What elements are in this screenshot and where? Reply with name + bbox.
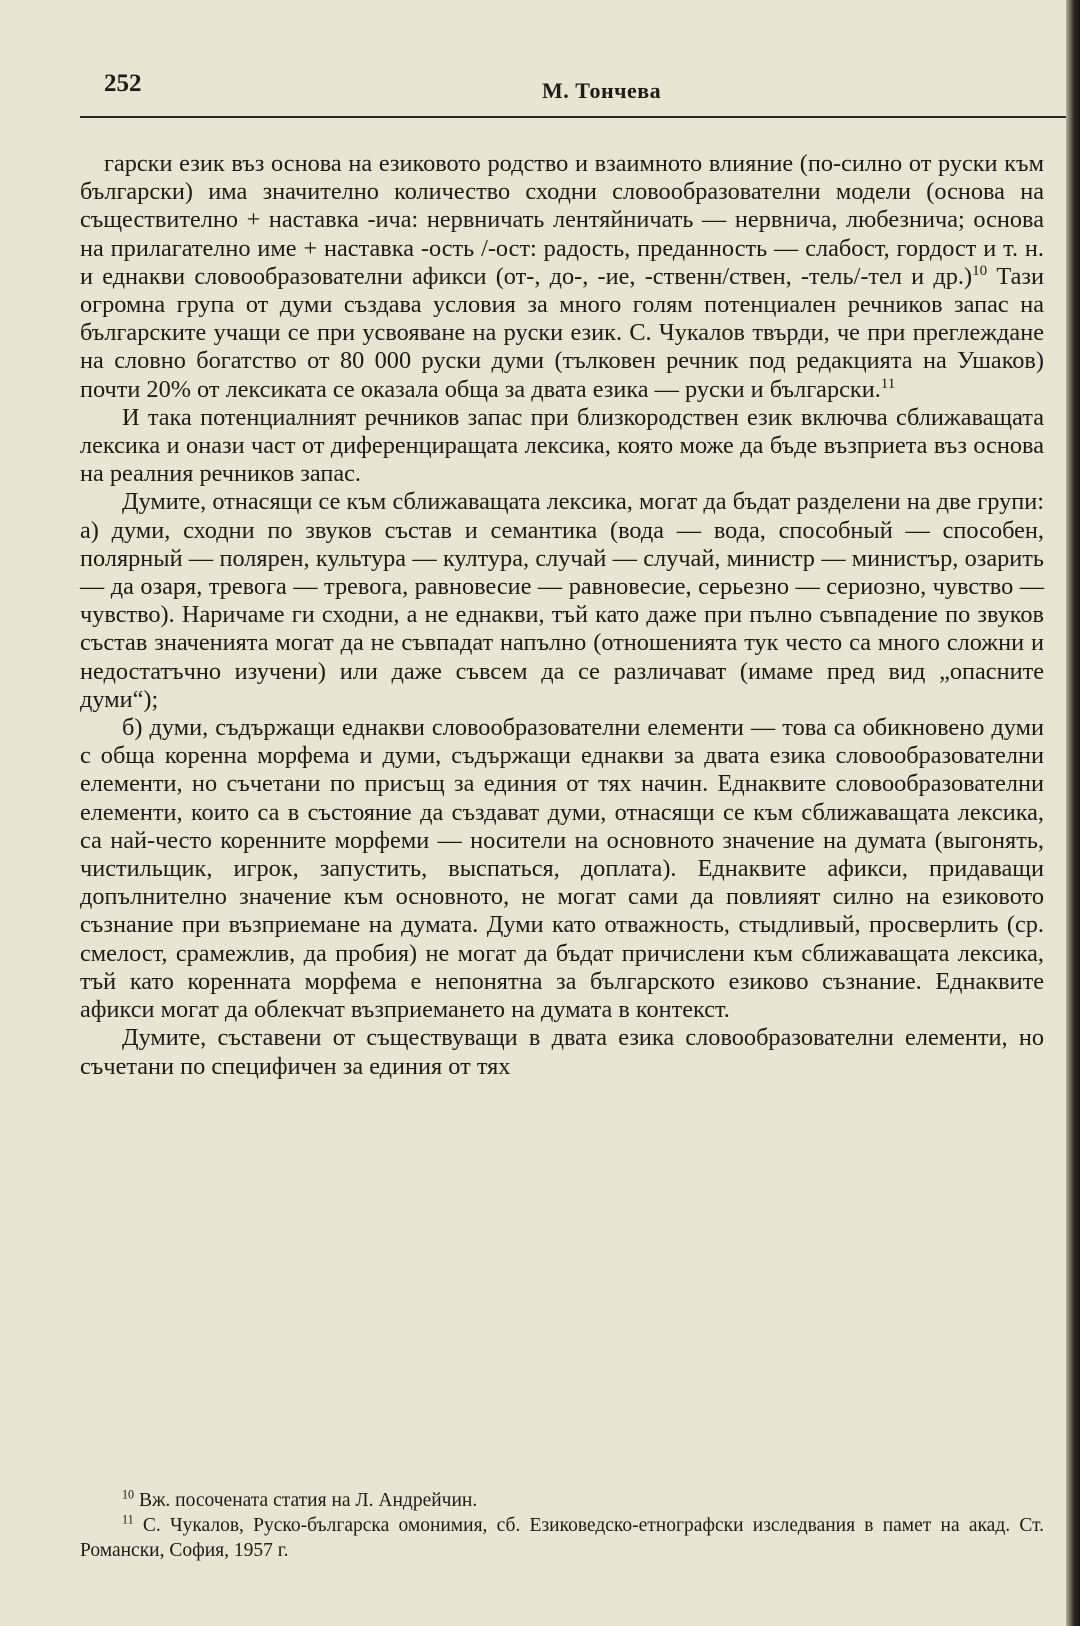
footnote-11-text: С. Чукалов, Руско-българска омонимия, сб. Езиковедско-етнографски изследвания в памет на акад. Ст. Романски, София, 1957 г.	[80, 1515, 1044, 1561]
footnotes	[80, 1488, 1044, 1563]
page-number: 252	[104, 70, 142, 97]
running-head: М. Тончева	[542, 78, 662, 103]
paragraph-1-b: Тази огромна група от думи създава условия за много голям потенциален речников запас на българските учащи се при усвояване на руски език. С. Чукалов твърди, че при преглеждане на словно богатство от 80 000 руски думи (тълковен речник под редакцията на Ушаков) почти 20% от лексиката се оказала обща за двата езика — руски и български.	[80, 262, 1044, 403]
paragraph-5: Думите, съставени от съществуващи в двата езика словообразователни елементи, но съчетани по специфичен за единия от тях	[80, 1024, 1044, 1080]
book-spine-edge	[1066, 0, 1080, 1626]
footnote-10-text: Вж. посочената статия на Л. Андрейчин.	[134, 1490, 478, 1511]
body-text	[80, 150, 1044, 1081]
page-header	[104, 70, 1066, 110]
footnote-ref-10: 10	[972, 262, 988, 279]
footnote-11-number: 11	[122, 1512, 134, 1527]
footnote-10	[80, 1488, 1044, 1513]
paragraph-1-a: гарски език въз основа на езиковото родство и взаимното влияние (по-силно от руски към български) има значително количество сходни словообразователни модели (основа на съществително + наставка -ича: нервничать лентяйничать — нервнича, любезнича; основа на прилагателно име + наставка -ость /-ост: радость, преданность — слабост, гордост и т. н. и еднакви словообразователни афикси (от-, до-, -ие, -ственн/ствен, -тель/-тел и др.)	[80, 150, 1044, 290]
footnote-ref-11: 11	[880, 375, 896, 392]
header-rule	[80, 116, 1066, 118]
paragraph-1	[80, 150, 1044, 404]
paragraph-4: б) думи, съдържащи еднакви словообразователни елементи — това са обикновено думи с обща коренна морфема и думи, съдържащи еднакви за двата езика словообразователни елементи, но съчетани по присъщ за единия от тях начин. Еднаквите словообразователни елементи, които са в състояние да създават думи, отнасящи се към сближаващата лексика, са най-често коренните морфеми — носители на основното значение на думата (выгонять, чистильщик, игрок, запустить, выспаться, доплата). Еднаквите афикси, придаващи допълнително значение към основното, не могат сами да повлияят силно на езиковото съзнание при възприемане на думата. Думи като отважность, стыдливый, просверлить (ср. смелост, срамежлив, да пробия) не могат да бъдат причислени към сближаващата лексика, тъй като коренната морфема е непонятна за българското езиково съзнание. Еднаквите афикси могат да облекчат възприемането на думата в контекст.	[80, 714, 1044, 1024]
paragraph-3: Думите, отнасящи се към сближаващата лексика, могат да бъдат разделени на две групи: а) думи, сходни по звуков състав и семантика (вода — вода, способный — способен, полярный — полярен, культура — култура, случай — случай, министр — министър, озарить — да озаря, тревога — тревога, равновесие — равновесие, серьезно — сериозно, чувство — чувство). Наричаме ги сходни, а не еднакви, тъй като даже при пълно съвпадение по звуков състав значенията могат да не съвпадат напълно (отношенията тук често са много сложни и недостатъчно изучени) или даже съвсем да се различават (имаме пред вид „опасните думи“);	[80, 488, 1044, 713]
footnote-10-number: 10	[122, 1487, 135, 1502]
footnote-11	[80, 1513, 1044, 1563]
paragraph-2: И така потенциалният речников запас при близкородствен език включва сближаващата лексика и онази част от диференциращата лексика, която може да бъде възприета въз основа на реалния речников запас.	[80, 403, 1044, 488]
